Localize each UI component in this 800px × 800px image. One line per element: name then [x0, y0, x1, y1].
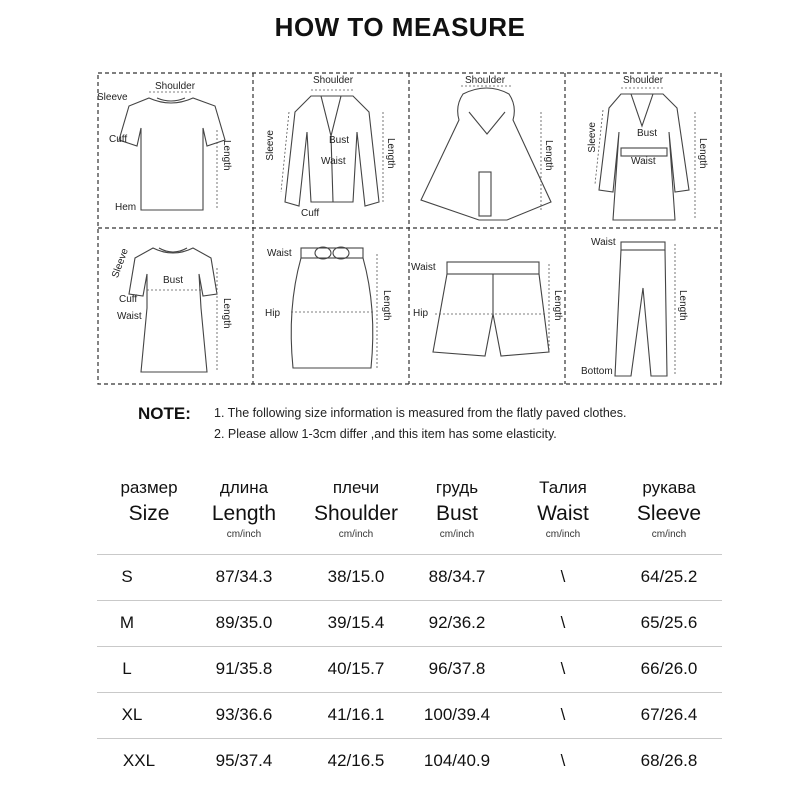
pants-waist-label: Waist: [591, 237, 616, 248]
shoulder-cell: 41/16.1: [327, 705, 385, 724]
waist-cell: \: [560, 613, 566, 632]
waist-cell: \: [560, 705, 566, 724]
sleeve-cell: 68/26.8: [640, 751, 698, 770]
header-bust-ru: грудь: [435, 478, 479, 497]
pants-diagram: [565, 228, 721, 384]
table-row-m: [97, 600, 722, 647]
header-sleeve-ru: рукава: [642, 478, 696, 497]
bust-cell: 88/34.7: [428, 567, 486, 586]
bust-cell: 100/39.4: [423, 705, 491, 724]
pants-length-label: Length: [677, 290, 688, 321]
tshirt-sleeve-label: Sleeve: [97, 92, 128, 103]
table-row-xl: [97, 692, 722, 739]
pants-icon: [565, 228, 721, 384]
header-length-en: Length: [211, 502, 277, 525]
skirt-waist-label: Waist: [267, 248, 292, 259]
header-shoulder-ru: плечи: [332, 478, 380, 497]
shorts-diagram: [409, 228, 565, 384]
waist-cell: \: [560, 659, 566, 678]
jacket-bust-label: Bust: [329, 135, 350, 146]
dress-length-label: Length: [221, 298, 232, 329]
waist-cell: \: [560, 751, 566, 770]
size-cell: XL: [121, 705, 143, 724]
header-bust-unit: cm/inch: [439, 529, 475, 540]
sleeve-cell: 67/26.4: [640, 705, 698, 724]
length-cell: 95/37.4: [215, 751, 273, 770]
tshirt-hem-label: Hem: [115, 202, 137, 213]
header-size-en: Size: [128, 502, 170, 525]
size-table-header: [97, 470, 722, 554]
size-cell: S: [121, 567, 133, 586]
length-cell: 87/34.3: [215, 567, 273, 586]
measurement-diagram-grid: [97, 72, 722, 385]
coat-diagram: [565, 72, 721, 228]
length-cell: 91/35.8: [215, 659, 273, 678]
page-title: HOW TO MEASURE: [274, 12, 526, 42]
jacket-cuff-label: Cuff: [301, 208, 320, 219]
tshirt-diagram: [97, 72, 253, 228]
coat-shoulder-label: Shoulder: [623, 75, 664, 86]
tshirt-shoulder-label: Shoulder: [155, 81, 196, 92]
shoulder-cell: 38/15.0: [327, 567, 385, 586]
header-shoulder-en: Shoulder: [313, 502, 399, 525]
jacket-waist-label: Waist: [321, 156, 346, 167]
header-sleeve: [617, 470, 721, 540]
table-row-s: [97, 554, 722, 601]
shoulder-cell: 42/16.5: [327, 751, 385, 770]
skirt-diagram: [253, 228, 409, 384]
shoulder-cell: 39/15.4: [327, 613, 385, 632]
cape-length-label: Length: [543, 140, 554, 171]
shorts-hip-label: Hip: [413, 308, 429, 319]
dress-sleeve-label: Sleeve: [110, 247, 131, 280]
dress-cuff-label: Cuff: [119, 294, 138, 305]
header-waist-unit: cm/inch: [545, 529, 581, 540]
bust-cell: 96/37.8: [428, 659, 486, 678]
length-cell: 93/36.6: [215, 705, 273, 724]
sleeve-cell: 64/25.2: [640, 567, 698, 586]
size-cell: M: [119, 613, 135, 632]
coat-sleeve-label: Sleeve: [587, 122, 598, 153]
header-waist-en: Waist: [537, 502, 589, 525]
header-length-ru: длина: [219, 478, 269, 497]
jacket-shoulder-label: Shoulder: [313, 75, 354, 86]
header-length-unit: cm/inch: [226, 529, 262, 540]
tshirt-length-label: Length: [221, 140, 232, 171]
jacket-sleeve-label: Sleeve: [265, 130, 276, 161]
bust-cell: 92/36.2: [428, 613, 486, 632]
size-cell: L: [122, 659, 132, 678]
size-cell: XXL: [122, 751, 156, 770]
waist-cell: \: [560, 567, 566, 586]
dress-diagram: [97, 228, 253, 384]
header-sleeve-unit: cm/inch: [651, 529, 687, 540]
shorts-icon: [409, 228, 565, 384]
coat-bust-label: Bust: [637, 128, 658, 139]
header-bust-en: Bust: [435, 502, 479, 525]
tshirt-cuff-label: Cuff: [109, 134, 128, 145]
header-shoulder: [304, 470, 408, 540]
header-waist-ru: Талия: [539, 478, 587, 497]
shoulder-cell: 40/15.7: [327, 659, 385, 678]
sleeve-cell: 66/26.0: [640, 659, 698, 678]
coat-length-label: Length: [697, 138, 708, 169]
header-waist: [511, 470, 615, 540]
dress-bust-label: Bust: [163, 275, 184, 286]
cape-icon: [409, 72, 565, 228]
skirt-length-label: Length: [381, 290, 392, 321]
shorts-waist-label: Waist: [411, 262, 436, 273]
header-size: [97, 470, 201, 526]
sleeve-cell: 65/25.6: [640, 613, 698, 632]
note-line-1: 1. The following size information is measured from the flatly paved clothes.: [214, 406, 627, 420]
jacket-diagram: [253, 72, 409, 228]
cape-shoulder-label: Shoulder: [465, 75, 506, 86]
table-row-l: [97, 646, 722, 693]
skirt-hip-label: Hip: [265, 308, 281, 319]
coat-waist-label: Waist: [631, 156, 656, 167]
header-length: [192, 470, 296, 540]
shorts-length-label: Length: [552, 290, 563, 321]
header-sleeve-en: Sleeve: [636, 502, 702, 525]
pants-bottom-label: Bottom: [581, 366, 613, 377]
length-cell: 89/35.0: [215, 613, 273, 632]
header-size-ru: размер: [120, 478, 178, 497]
jacket-length-label: Length: [385, 138, 396, 169]
note-heading: NOTE:: [138, 404, 191, 423]
dress-waist-label: Waist: [117, 311, 142, 322]
bust-cell: 104/40.9: [423, 751, 491, 770]
table-row-xxl: [97, 738, 722, 785]
note-line-2: 2. Please allow 1-3cm differ ,and this item has some elasticity.: [214, 427, 557, 441]
header-shoulder-unit: cm/inch: [338, 529, 374, 540]
header-bust: [405, 470, 509, 540]
cape-diagram: [409, 72, 565, 228]
